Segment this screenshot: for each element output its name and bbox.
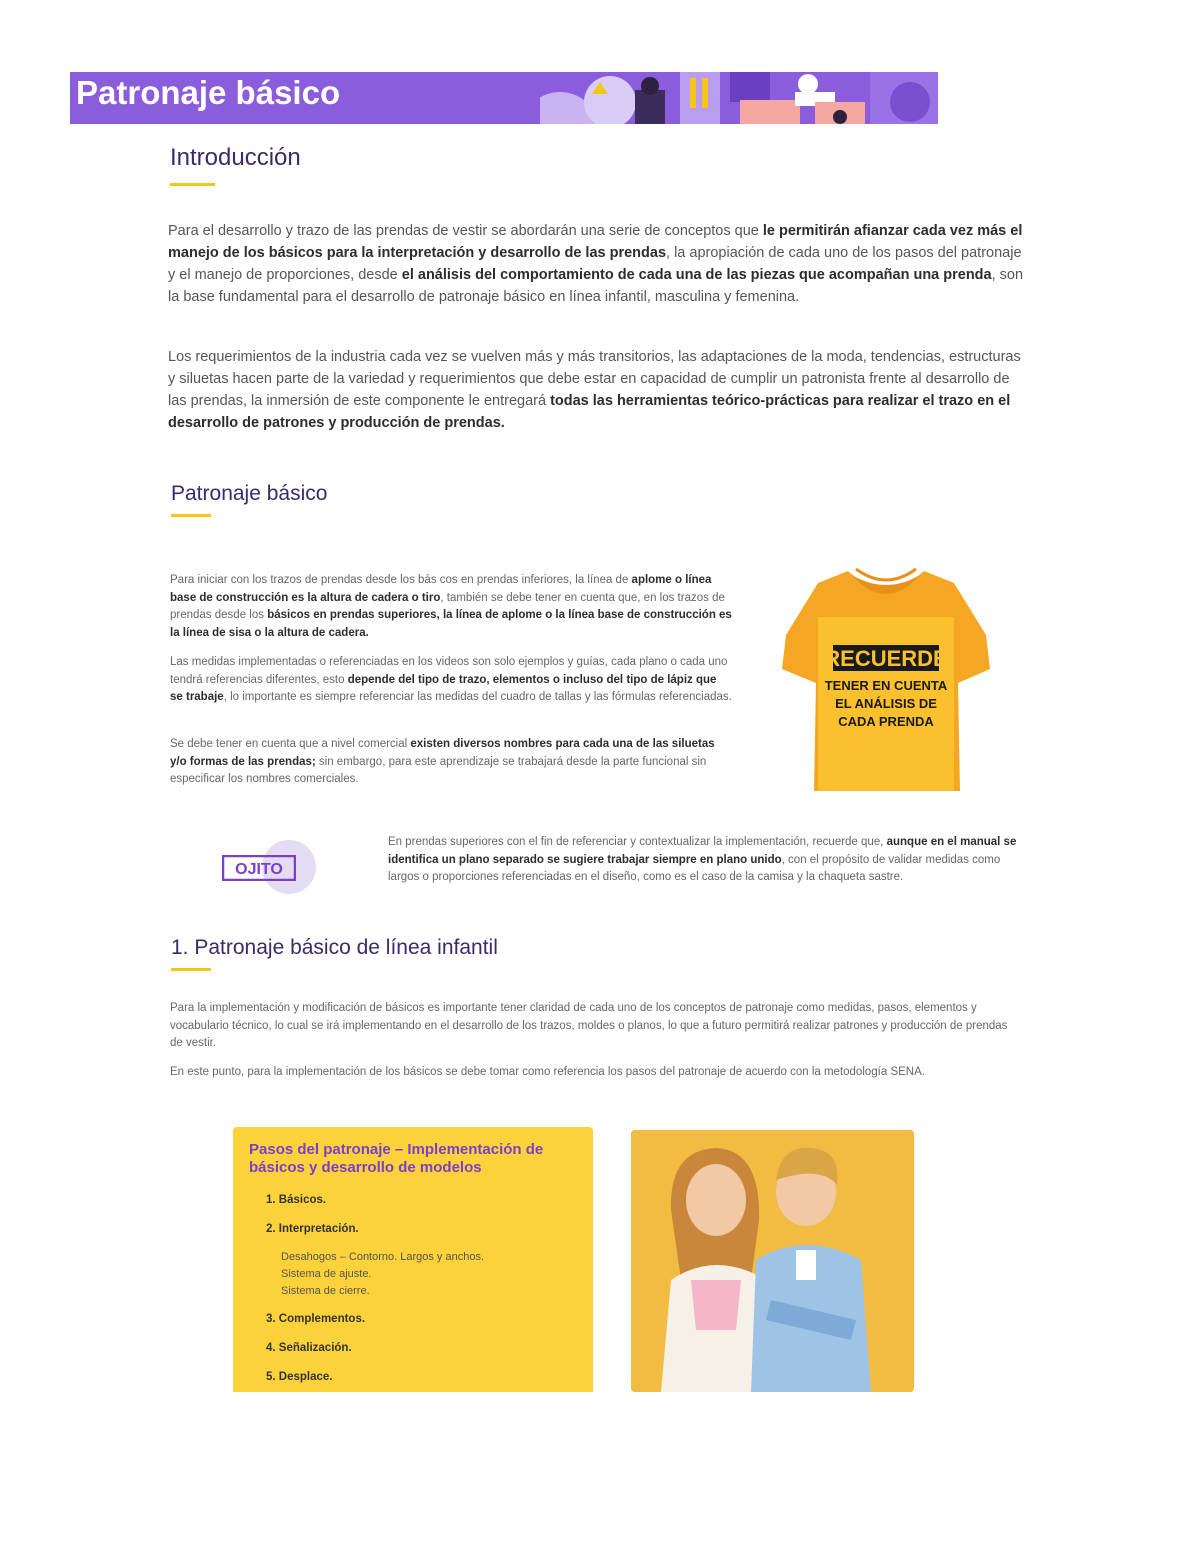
bold-text: le permitirán afianzar cada vez más el manejo de los básicos para la interpretación y desarrollo de las prendas: [168, 223, 1023, 261]
step-2-sub-1: Desahogos – Contorno. Largos y anchos.: [281, 1251, 485, 1263]
bold-text: el análisis del comportamiento de cada una de las piezas que acompañan una prenda: [401, 267, 992, 283]
bold-text: aplome o línea base de construcción es la altura de cadera o tiro: [170, 574, 712, 604]
bold-text: básicos en prendas superiores, la línea de aplome o la línea base de construcción es la línea de sisa o la altura de cadera.: [170, 609, 732, 639]
step-1: 1. Básicos.: [266, 1194, 327, 1206]
intro-underline: [170, 183, 215, 186]
shirt-line-4: CADA PRENDA: [838, 714, 934, 729]
header-banner: [70, 72, 938, 124]
children-photo: [631, 1130, 914, 1392]
basic-underline: [171, 514, 211, 517]
tshirt-illustration: [778, 565, 994, 797]
text-segment: , lo importante es siempre referenciar las medidas del cuadro de tallas y las fórmulas referenciadas.: [223, 691, 732, 703]
ojito-logo: [222, 855, 296, 881]
step-2-sub-3: Sistema de cierre.: [281, 1285, 370, 1297]
bold-text: existen diversos nombres para cada una de las siluetas y/o formas de las prendas;: [170, 738, 715, 768]
text-segment: sin embargo, para este aprendizaje se trabajará desde la parte funcional sin especificar los nombres comerciales.: [170, 755, 707, 785]
text-segment: , la apropiación de cada uno de los pasos del patronaje y el manejo de proporciones, desde: [168, 245, 1022, 283]
banner-illustration: [540, 72, 938, 124]
infantil-heading: 1. Patronaje básico de línea infantil: [171, 936, 498, 959]
intro-paragraph-2: [168, 346, 1026, 434]
infantil-underline: [171, 968, 211, 971]
basic-paragraph-3: [170, 736, 732, 789]
basic-paragraph-2: [170, 654, 732, 707]
step-3: 3. Complementos.: [266, 1313, 366, 1325]
text-segment: Las medidas implementadas o referenciadas en los videos son solo ejemplos y guías, cada plano o cada uno tendrá referencias diferentes, esto: [170, 656, 728, 686]
basic-heading: Patronaje básico: [171, 482, 328, 505]
infantil-paragraph-2: En este punto, para la implementación de los básicos se debe tomar como referencia los pasos del patronaje de acuerdo con la metodología SENA.: [170, 1066, 925, 1078]
text-segment: , también se debe tener en cuenta que, en los trazos de prendas desde los: [170, 591, 725, 621]
shirt-line-3: EL ANÁLISIS DE: [835, 696, 937, 711]
steps-title: Pasos del patronaje – Implementación de básicos y desarrollo de modelos: [249, 1141, 544, 1176]
step-5: 5. Desplace.: [266, 1371, 333, 1383]
step-4: 4. Señalización.: [266, 1342, 352, 1354]
text-segment: En prendas superiores con el fin de referenciar y contextualizar la implementación, recuerde que,: [388, 836, 887, 848]
note-paragraph: [388, 834, 1024, 887]
bold-text: todas las herramientas teórico-prácticas para realizar el trazo en el desarrollo de patrones y producción de prendas.: [168, 393, 1011, 431]
step-2-sub-2: Sistema de ajuste.: [281, 1268, 372, 1280]
text-segment: Los requerimientos de la industria cada vez se vuelven más y más transitorios, las adaptaciones de la moda, tendencias, estructuras y siluetas hacen parte de la variedad y requerimientos que debe estar en capacidad de cumplir un patronista frente al desarrollo de las prendas, la inmersión de este componente le entregará: [168, 349, 1021, 409]
basic-paragraph-1: [170, 572, 732, 642]
intro-paragraph-1: [168, 220, 1026, 308]
steps-box: [233, 1127, 593, 1392]
text-segment: , con el propósito de validar medidas como largos o proporciones referenciadas en el diseño, como es el caso de la camisa y la chaqueta sastre.: [388, 853, 1001, 883]
bold-text: aunque en el manual se identifica un plano separado se sugiere trabajar siempre en plano unido: [388, 836, 1017, 866]
text-segment: Para el desarrollo y trazo de las prendas de vestir se abordarán una serie de conceptos que: [168, 223, 763, 239]
logo-text: OJITO: [235, 861, 283, 878]
text-segment: Se debe tener en cuenta que a nivel comercial: [170, 738, 411, 750]
text-segment: , son la base fundamental para el desarrollo de patronaje básico en línea infantil, masculina y femenina.: [168, 267, 1024, 305]
shirt-line-2: TENER EN CUENTA: [824, 678, 948, 693]
text-segment: Para iniciar con los trazos de prendas desde los bás cos en prendas inferiores, la línea de: [170, 574, 632, 586]
intro-heading: Introducción: [170, 144, 301, 171]
banner-title: Patronaje básico: [76, 74, 341, 111]
bold-text: depende del tipo de trazo, elementos o incluso del tipo de lápiz que se trabaje: [170, 673, 717, 703]
shirt-line-1: RECUERDE: [824, 646, 948, 671]
infantil-paragraph-1: Para la implementación y modificación de básicos es importante tener claridad de cada uno de los conceptos de patronaje como medidas, pasos, elementos y vocabulario técnico, lo cual se irá implementando en el desarrollo de los trazos, moldes o planos, lo que a futuro permitirá realizar patrones y producción de prendas de vestir.: [170, 1002, 1008, 1049]
step-2: 2. Interpretación.: [266, 1223, 359, 1235]
